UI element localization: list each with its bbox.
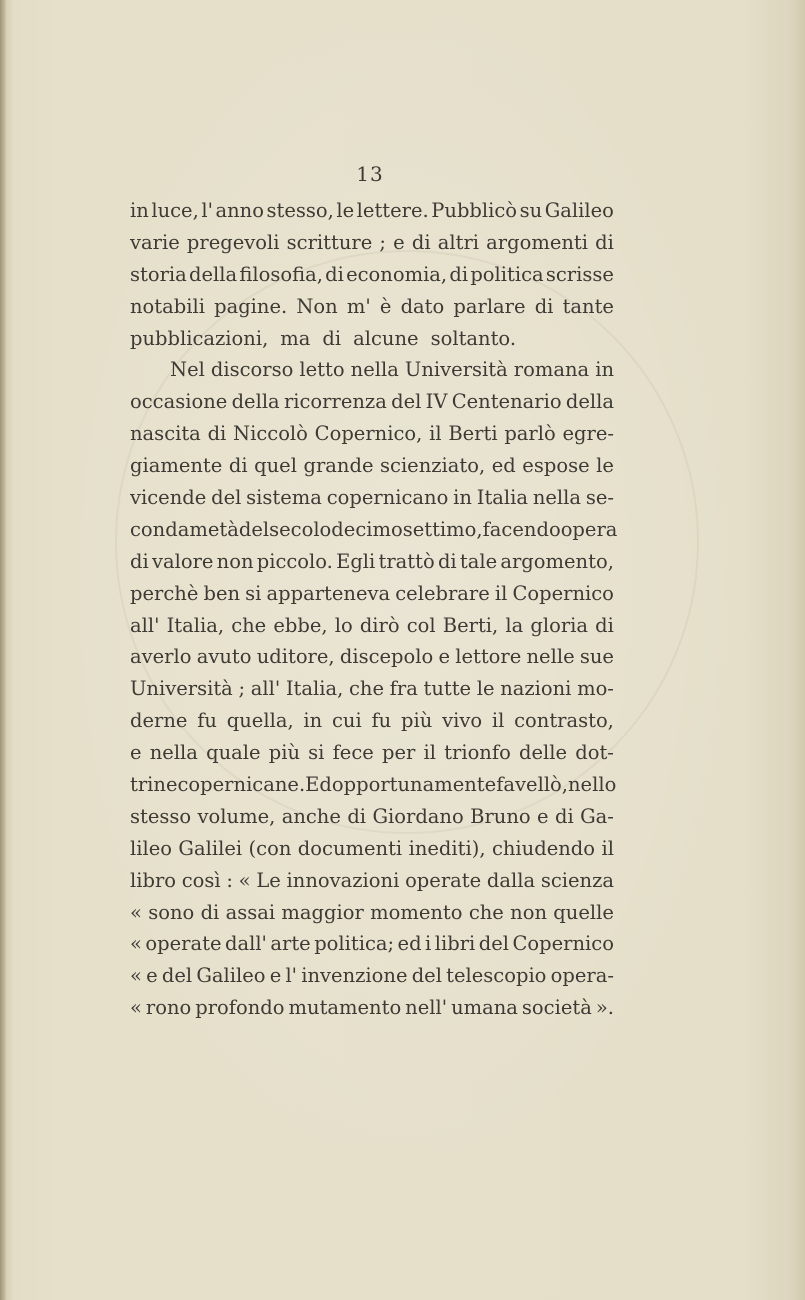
text-line: « rono profondo mutamento nell' umana società ». bbox=[130, 996, 614, 1020]
text-line: Università ; all' Italia, che fra tutte le nazioni mo- bbox=[130, 677, 614, 701]
text-line: « e del Galileo e l' invenzione del telescopio opera- bbox=[130, 964, 614, 988]
text-line: varie pregevoli scritture ; e di altri argomenti di bbox=[130, 230, 614, 254]
text-line: storia della filosofia, di economia, di politica scrisse bbox=[130, 262, 614, 286]
text-line: vicende del sistema copernicano in Italia nella se- bbox=[130, 486, 614, 510]
text-line: « operate dall' arte politica; ed i libri del Copernico bbox=[130, 932, 614, 956]
text-line: giamente di quel grande scienziato, ed espose le bbox=[130, 454, 614, 478]
text-line: di valore non piccolo. Egli trattò di tale argomento, bbox=[130, 549, 614, 573]
text-line: derne fu quella, in cui fu più vivo il contrasto, bbox=[130, 709, 614, 733]
text-line: averlo avuto uditore, discepolo e lettore nelle sue bbox=[130, 645, 614, 669]
text-line: pubblicazioni, ma di alcune soltanto. bbox=[130, 326, 517, 350]
text-line: libro così : « Le innovazioni operate dalla scienza bbox=[130, 868, 614, 892]
body-text bbox=[130, 195, 618, 1024]
text-line: notabili pagine. Non m' è dato parlare di tante bbox=[130, 294, 614, 318]
text-line: « sono di assai maggior momento che non quelle bbox=[130, 900, 614, 924]
text-line: occasione della ricorrenza del IV Centenario della bbox=[130, 390, 614, 414]
text-line: Nel discorso letto nella Università romana in bbox=[170, 358, 614, 382]
text-line: lileo Galilei (con documenti inediti), chiudendo il bbox=[130, 836, 614, 860]
page-binding-edge bbox=[0, 0, 6, 1300]
text-line: trine copernicane. Ed opportunamente favellò, nello bbox=[130, 773, 617, 797]
page-number: 13 bbox=[356, 162, 384, 186]
text-line: e nella quale più si fece per il trionfo delle dot- bbox=[130, 741, 614, 765]
text-line: all' Italia, che ebbe, lo dirò col Berti, la gloria di bbox=[130, 613, 614, 637]
text-line: in luce, l' anno stesso, le lettere. Pubblicò su Galileo bbox=[130, 199, 614, 222]
text-line: conda metà del secolo decimosettimo, facendo opera bbox=[130, 517, 618, 541]
text-line: nascita di Niccolò Copernico, il Berti parlò egre- bbox=[130, 422, 614, 446]
text-line: perchè ben si apparteneva celebrare il Copernico bbox=[130, 581, 614, 605]
text-line: stesso volume, anche di Giordano Bruno e di Ga- bbox=[130, 804, 614, 828]
